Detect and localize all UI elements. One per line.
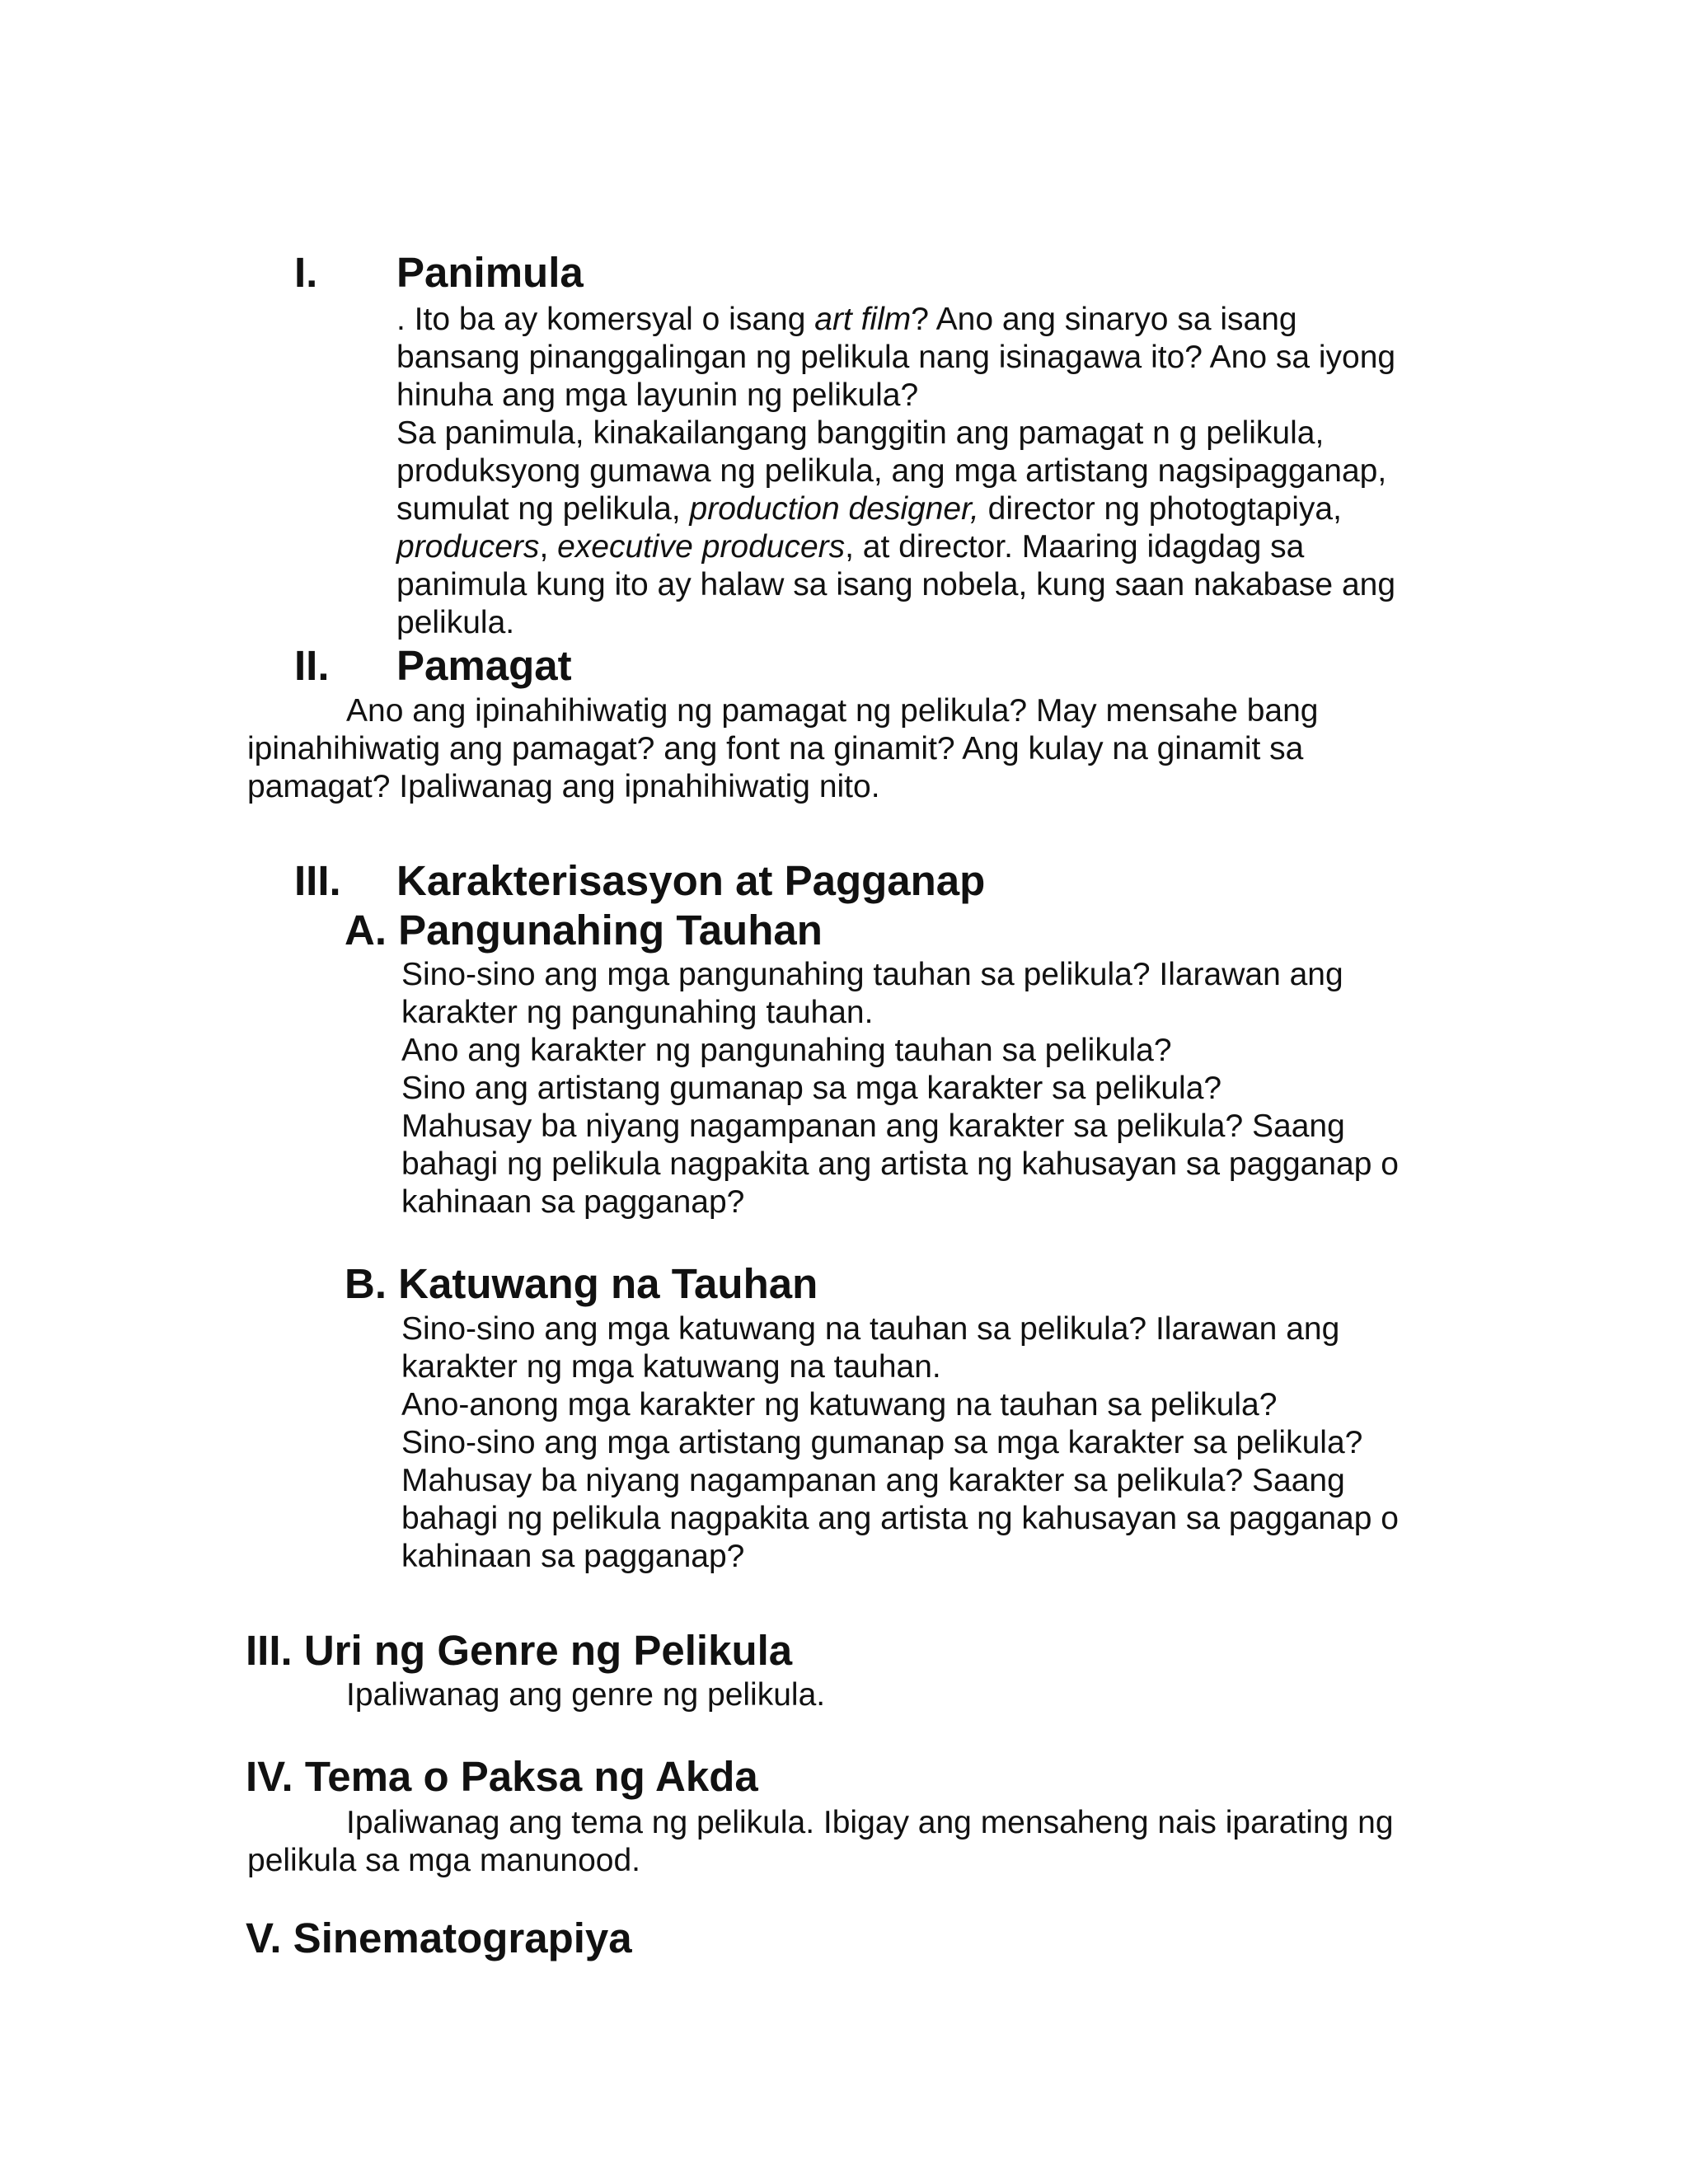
section-2-title: Pamagat (396, 642, 572, 689)
text-line (401, 994, 1399, 1032)
text-run: kahinaan sa pagganap? (401, 1539, 745, 1574)
subsection-a-title: A. Pangunahing Tauhan (345, 907, 823, 954)
text-run: Ipaliwanag ang tema ng pelikula. Ibigay ang mensaheng nais iparating ng (346, 1805, 1394, 1840)
text-line (401, 1386, 1399, 1424)
text-line (396, 566, 1395, 604)
text-run: Sino-sino ang mga pangunahing tauhan sa pelikula? Ilarawan ang (401, 957, 1343, 992)
text-line (396, 528, 1395, 566)
section-tema-body (247, 1804, 1394, 1880)
text-run: produksyong gumawa ng pelikula, ang mga artistang nagsipagganap, (396, 453, 1387, 489)
text-run: . Ito ba ay komersyal o isang (396, 302, 815, 337)
section-genre-body (346, 1676, 825, 1714)
text-line (396, 415, 1395, 452)
text-run: Mahusay ba niyang nagampanan ang karakter sa pelikula? Saang (401, 1463, 1345, 1498)
text-line (401, 956, 1399, 994)
section-1-title: Panimula (396, 249, 584, 296)
section-3-numeral: III. (294, 857, 341, 904)
section-3-title: Karakterisasyon at Pagganap (396, 857, 986, 904)
text-line (396, 301, 1395, 339)
text-line (401, 1348, 1399, 1386)
text-run: Sino ang artistang gumanap sa mga karakter sa pelikula? (401, 1071, 1222, 1106)
text-run: pelikula sa mga manunood. (247, 1843, 640, 1878)
text-run: karakter ng mga katuwang na tauhan. (401, 1349, 941, 1385)
text-line (401, 1108, 1399, 1146)
text-line (401, 1032, 1399, 1070)
text-run: Sa panimula, kinakailangang banggitin ang pamagat n g pelikula, (396, 415, 1325, 451)
section-2-numeral: II. (294, 642, 330, 689)
text-run: Mahusay ba niyang nagampanan ang karakter sa pelikula? Saang (401, 1108, 1345, 1144)
text-run: , at director. Maaring idagdag sa (845, 529, 1305, 565)
section-2-body (247, 692, 1318, 806)
text-run: bansang pinanggalingan ng pelikula nang isinagawa ito? Ano sa iyong (396, 340, 1396, 375)
text-line (247, 730, 1318, 768)
section-tema-title: IV. Tema o Paksa ng Akda (246, 1753, 758, 1800)
text-line (401, 1462, 1399, 1500)
text-line (401, 1424, 1399, 1462)
text-run: pamagat? Ipaliwanag ang ipnahihiwatig nito. (247, 769, 880, 804)
section-1-numeral: I. (294, 249, 318, 296)
text-run: Ipaliwanag ang genre ng pelikula. (346, 1677, 826, 1713)
section-1-body (396, 301, 1395, 642)
italic-run: production designer, (689, 491, 979, 527)
section-genre-title: III. Uri ng Genre ng Pelikula (246, 1627, 793, 1674)
text-run: , (539, 529, 558, 565)
text-run: Ano-anong mga karakter ng katuwang na tauhan sa pelikula? (401, 1387, 1278, 1422)
subsection-a-body (401, 956, 1399, 1221)
text-run: sumulat ng pelikula, (396, 491, 690, 527)
text-run: hinuha ang mga layunin ng pelikula? (396, 377, 919, 413)
text-run: kahinaan sa pagganap? (401, 1184, 745, 1220)
text-line (396, 452, 1395, 490)
text-run: pelikula. (396, 605, 515, 640)
text-line (247, 1842, 1394, 1880)
italic-run: art film (814, 302, 912, 337)
text-line (401, 1538, 1399, 1576)
text-line (396, 339, 1395, 377)
text-run: Sino-sino ang mga artistang gumanap sa mga karakter sa pelikula? (401, 1425, 1363, 1460)
section-sinematograpiya-title: V. Sinematograpiya (246, 1915, 632, 1961)
text-run: karakter ng pangunahing tauhan. (401, 995, 874, 1030)
text-run: Sino-sino ang mga katuwang na tauhan sa pelikula? Ilarawan ang (401, 1311, 1340, 1347)
text-run: Ano ang ipinahihiwatig ng pamagat ng pelikula? May mensahe bang (346, 693, 1319, 729)
italic-run: producers (396, 529, 540, 565)
text-line (396, 490, 1395, 528)
text-line (401, 1070, 1399, 1108)
text-run: ? Ano ang sinaryo sa isang (911, 302, 1297, 337)
text-line (401, 1146, 1399, 1183)
text-line (401, 1500, 1399, 1538)
text-line (247, 768, 1318, 806)
text-run: panimula kung ito ay halaw sa isang nobela, kung saan nakabase ang (396, 567, 1396, 602)
subsection-b-title: B. Katuwang na Tauhan (345, 1260, 818, 1307)
text-line (401, 1183, 1399, 1221)
text-run: Ano ang karakter ng pangunahing tauhan sa pelikula? (401, 1033, 1172, 1068)
text-line (247, 692, 1318, 730)
italic-run: executive producers (557, 529, 846, 565)
text-line (396, 377, 1395, 415)
text-run: bahagi ng pelikula nagpakita ang artista ng kahusayan sa pagganap o (401, 1501, 1399, 1536)
text-run: director ng photogtapiya, (978, 491, 1342, 527)
text-line (401, 1310, 1399, 1348)
text-line (346, 1676, 825, 1714)
text-line (247, 1804, 1394, 1842)
text-line (396, 604, 1395, 642)
text-run: bahagi ng pelikula nagpakita ang artista ng kahusayan sa pagganap o (401, 1146, 1399, 1182)
subsection-b-body (401, 1310, 1399, 1576)
text-run: ipinahihiwatig ang pamagat? ang font na ginamit? Ang kulay na ginamit sa (247, 731, 1304, 766)
